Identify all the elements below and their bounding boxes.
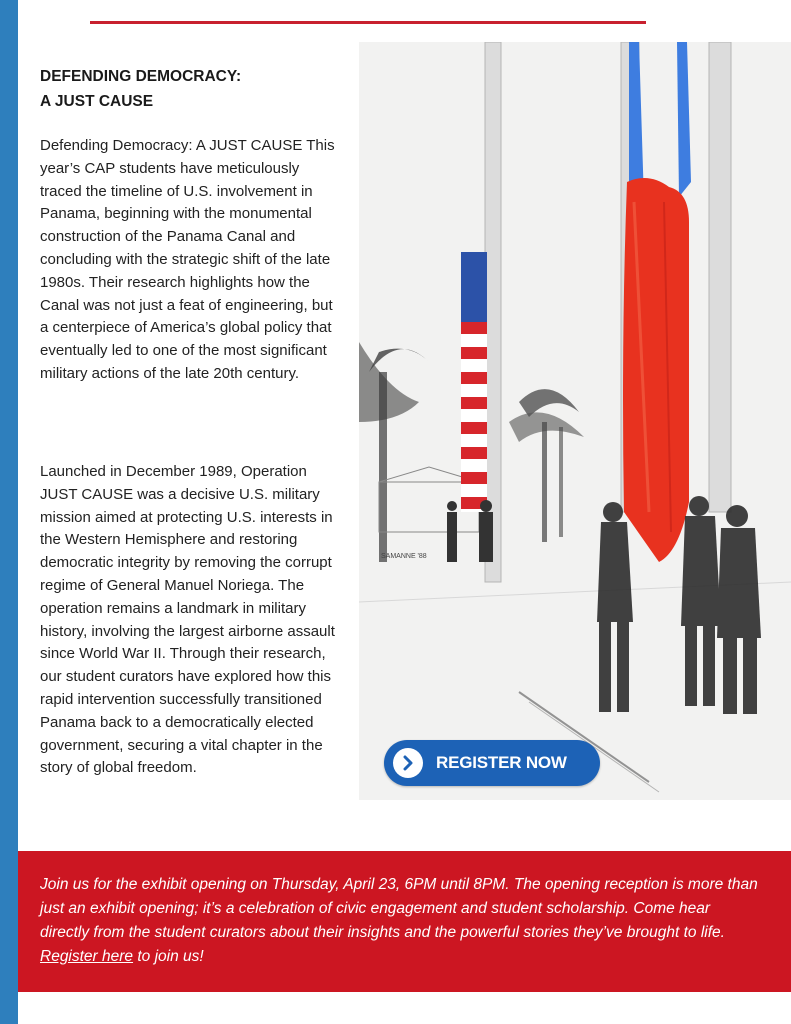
event-banner: [18, 851, 791, 992]
banner-text-after: to join us!: [133, 948, 204, 965]
page-title-line2: A JUST CAUSE: [40, 93, 154, 110]
register-now-button[interactable]: [384, 740, 600, 786]
us-flag: [461, 252, 487, 512]
page-title: [40, 64, 350, 114]
page-title-line1: DEFENDING DEMOCRACY:: [40, 68, 242, 85]
flag-lowering-artwork: [359, 42, 791, 800]
chevron-right-icon: [393, 748, 423, 778]
operation-paragraph: Launched in December 1989, Operation JUST CAUSE was a decisive U.S. military mission aimed at protecting U.S. interests in the Western Hemisphere and restoring democratic integrity by removing the corrupt regime of General Manuel Noriega. The operation remains a landmark in military history, involving the largest airborne assault since World War II. Through their research, our student curators have explored how this rapid intervention successfully transitioned Panama back to a democratically elected government, securing a vital chapter in the story of global freedom.: [40, 463, 335, 777]
artwork-illustration: [359, 42, 791, 800]
top-divider: [90, 21, 646, 24]
intro-paragraph: Defending Democracy: A JUST CAUSE This year’s CAP students have meticulously traced the timeline of U.S. involvement in Panama, beginning with the monumental construction of the Panama Canal and concluding with the strategic shift of the late 1980s. Their research highlights how the Canal was not just a feat of engineering, but a centerpiece of America’s global policy that eventually led to one of the most significant military actions of the late 20th century.: [40, 137, 335, 382]
register-now-label: REGISTER NOW: [436, 753, 567, 772]
register-here-link[interactable]: Register here: [40, 948, 134, 965]
left-accent-bar: [0, 0, 18, 1024]
artist-signature: SAMANNE '88: [381, 553, 427, 560]
event-banner-text: [40, 873, 760, 969]
banner-text-before: Join us for the exhibit opening on Thursday, April 23, 6PM until 8PM. The opening reception is more than just an exhibit opening; it’s a celebration of civic engagement and student scholarship. Come hear directly from the student curators about their insights and the powerful stories they’ve brought to life.: [40, 876, 758, 941]
